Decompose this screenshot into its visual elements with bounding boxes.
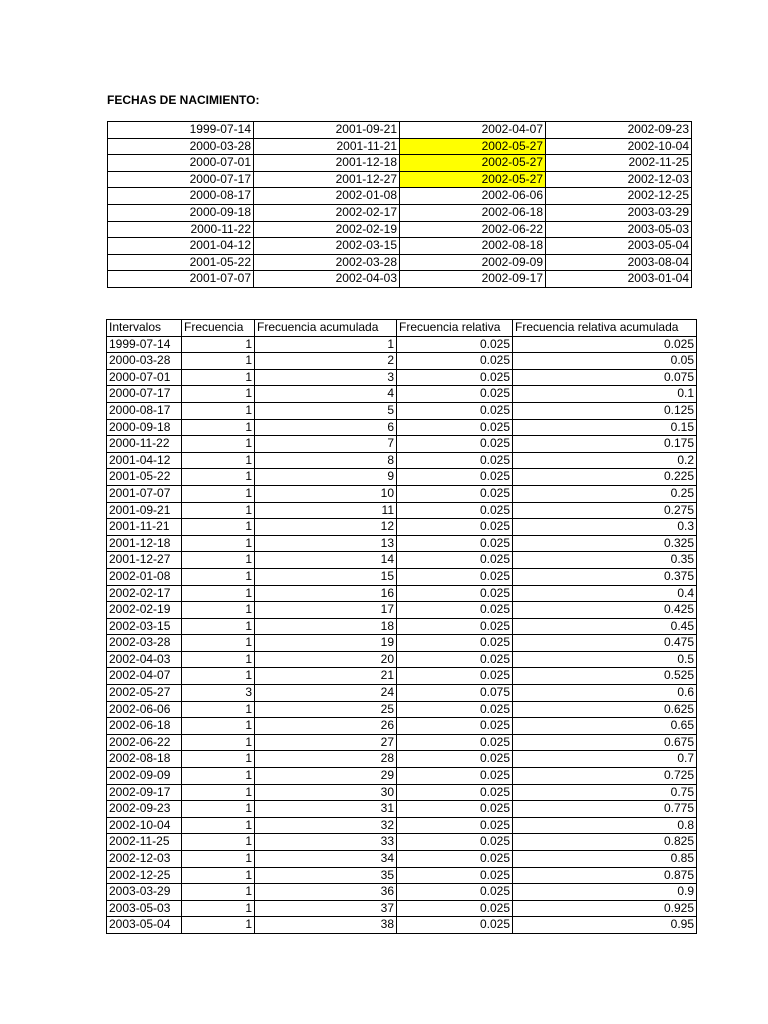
table-row [107, 402, 697, 419]
date-cell: 2002-02-17 [254, 204, 400, 221]
table-cell: 0.8 [513, 817, 697, 834]
table-cell: 2002-03-15 [107, 618, 182, 635]
table-cell: 0.425 [513, 602, 697, 619]
table-row [107, 519, 697, 536]
table-cell: 27 [255, 734, 397, 751]
table-cell: 10 [255, 485, 397, 502]
table-cell: 2001-07-07 [107, 485, 182, 502]
date-cell: 2002-03-28 [254, 254, 400, 271]
dates-row [108, 171, 692, 188]
table-cell: 20 [255, 651, 397, 668]
table-row [107, 851, 697, 868]
table-cell: 2 [255, 353, 397, 370]
table-row [107, 386, 697, 403]
table-row [107, 734, 697, 751]
table-cell: 1 [182, 469, 255, 486]
table-row [107, 768, 697, 785]
table-cell: 0.625 [513, 701, 697, 718]
date-cell: 2001-11-21 [254, 138, 400, 155]
dates-row [108, 122, 692, 139]
date-cell: 2001-05-22 [108, 254, 254, 271]
table-cell: 0.025 [397, 867, 513, 884]
table-cell: 2001-12-27 [107, 552, 182, 569]
table-cell: 2002-04-07 [107, 668, 182, 685]
table-row [107, 917, 697, 934]
table-row [107, 685, 697, 702]
table-cell: 0.925 [513, 900, 697, 917]
table-row [107, 884, 697, 901]
table-cell: 3 [255, 369, 397, 386]
table-cell: 0.95 [513, 917, 697, 934]
table-cell: 32 [255, 817, 397, 834]
table-cell: 1 [255, 336, 397, 353]
table-cell: 0.025 [397, 734, 513, 751]
date-cell: 2002-05-27 [400, 155, 546, 172]
table-cell: 2002-10-04 [107, 817, 182, 834]
column-header: Intervalos [107, 320, 182, 337]
table-cell: 34 [255, 851, 397, 868]
date-cell: 2002-09-09 [400, 254, 546, 271]
table-cell: 0.775 [513, 801, 697, 818]
table-cell: 1 [182, 585, 255, 602]
table-cell: 0.025 [397, 386, 513, 403]
table-cell: 0.025 [397, 751, 513, 768]
table-cell: 2000-08-17 [107, 402, 182, 419]
table-cell: 12 [255, 519, 397, 536]
table-cell: 1 [182, 519, 255, 536]
table-cell: 16 [255, 585, 397, 602]
dates-row [108, 254, 692, 271]
table-cell: 0.3 [513, 519, 697, 536]
dates-row [108, 221, 692, 238]
table-row [107, 353, 697, 370]
table-row [107, 369, 697, 386]
date-cell: 2000-07-01 [108, 155, 254, 172]
dates-row [108, 204, 692, 221]
table-cell: 8 [255, 452, 397, 469]
date-cell: 2001-07-07 [108, 271, 254, 288]
table-cell: 0.025 [397, 651, 513, 668]
table-row [107, 635, 697, 652]
date-cell: 2002-06-22 [400, 221, 546, 238]
table-cell: 2002-08-18 [107, 751, 182, 768]
table-cell: 0.725 [513, 768, 697, 785]
table-cell: 0.025 [397, 552, 513, 569]
date-cell: 2002-11-25 [546, 155, 692, 172]
table-cell: 2002-06-18 [107, 718, 182, 735]
date-cell: 2002-06-18 [400, 204, 546, 221]
table-cell: 1 [182, 801, 255, 818]
table-cell: 0.025 [397, 585, 513, 602]
date-cell: 2002-10-04 [546, 138, 692, 155]
table-cell: 25 [255, 701, 397, 718]
table-cell: 2002-06-22 [107, 734, 182, 751]
table-cell: 1 [182, 917, 255, 934]
table-cell: 0.7 [513, 751, 697, 768]
table-cell: 0.025 [397, 419, 513, 436]
table-row [107, 867, 697, 884]
table-row [107, 751, 697, 768]
table-row [107, 452, 697, 469]
table-cell: 1 [182, 751, 255, 768]
table-cell: 1 [182, 784, 255, 801]
table-cell: 0.025 [397, 602, 513, 619]
table-cell: 7 [255, 436, 397, 453]
dates-row [108, 238, 692, 255]
table-cell: 2002-06-06 [107, 701, 182, 718]
table-cell: 6 [255, 419, 397, 436]
date-cell: 2002-09-23 [546, 122, 692, 139]
table-cell: 0.05 [513, 353, 697, 370]
date-cell: 2003-08-04 [546, 254, 692, 271]
table-cell: 1 [182, 386, 255, 403]
table-cell: 2001-12-18 [107, 535, 182, 552]
table-cell: 0.9 [513, 884, 697, 901]
table-cell: 11 [255, 502, 397, 519]
table-cell: 0.025 [397, 568, 513, 585]
table-row [107, 469, 697, 486]
table-cell: 0.025 [397, 502, 513, 519]
date-cell: 2000-07-17 [108, 171, 254, 188]
table-row [107, 801, 697, 818]
page-title: FECHAS DE NACIMIENTO: [107, 93, 260, 107]
table-cell: 24 [255, 685, 397, 702]
table-cell: 0.025 [397, 436, 513, 453]
table-row [107, 419, 697, 436]
table-cell: 0.025 [397, 701, 513, 718]
table-row [107, 585, 697, 602]
date-cell: 2002-02-19 [254, 221, 400, 238]
date-cell: 2000-11-22 [108, 221, 254, 238]
table-row [107, 668, 697, 685]
table-cell: 0.35 [513, 552, 697, 569]
table-cell: 5 [255, 402, 397, 419]
table-cell: 0.025 [397, 817, 513, 834]
table-cell: 0.025 [397, 336, 513, 353]
table-cell: 2002-12-03 [107, 851, 182, 868]
table-cell: 2000-07-17 [107, 386, 182, 403]
table-cell: 0.4 [513, 585, 697, 602]
table-row [107, 502, 697, 519]
table-cell: 0.65 [513, 718, 697, 735]
table-cell: 1 [182, 535, 255, 552]
date-cell: 2002-12-03 [546, 171, 692, 188]
table-cell: 0.025 [397, 485, 513, 502]
date-cell: 2000-09-18 [108, 204, 254, 221]
table-cell: 1 [182, 817, 255, 834]
table-cell: 21 [255, 668, 397, 685]
table-row [107, 834, 697, 851]
table-cell: 0.025 [397, 718, 513, 735]
table-cell: 2002-12-25 [107, 867, 182, 884]
column-header: Frecuencia relativa [397, 320, 513, 337]
table-cell: 2003-05-04 [107, 917, 182, 934]
table-cell: 1 [182, 651, 255, 668]
table-cell: 0.825 [513, 834, 697, 851]
table-cell: 0.025 [397, 851, 513, 868]
table-row [107, 602, 697, 619]
table-cell: 2000-09-18 [107, 419, 182, 436]
table-cell: 0.025 [397, 900, 513, 917]
date-cell: 2002-08-18 [400, 238, 546, 255]
table-cell: 1 [182, 552, 255, 569]
table-cell: 1 [182, 568, 255, 585]
date-cell: 2002-06-06 [400, 188, 546, 205]
frequency-table-body [107, 320, 697, 934]
table-cell: 0.025 [397, 369, 513, 386]
table-row [107, 817, 697, 834]
date-cell: 2003-01-04 [546, 271, 692, 288]
column-header: Frecuencia [182, 320, 255, 337]
date-cell: 2003-05-04 [546, 238, 692, 255]
table-cell: 1 [182, 452, 255, 469]
table-cell: 4 [255, 386, 397, 403]
table-cell: 2001-05-22 [107, 469, 182, 486]
dates-row [108, 155, 692, 172]
table-cell: 1 [182, 701, 255, 718]
table-cell: 0.025 [397, 469, 513, 486]
table-cell: 0.025 [397, 402, 513, 419]
table-cell: 1 [182, 834, 255, 851]
table-cell: 31 [255, 801, 397, 818]
table-cell: 2001-11-21 [107, 519, 182, 536]
table-cell: 0.025 [397, 618, 513, 635]
table-cell: 1 [182, 602, 255, 619]
date-cell: 2002-01-08 [254, 188, 400, 205]
table-cell: 0.5 [513, 651, 697, 668]
table-cell: 33 [255, 834, 397, 851]
table-cell: 1 [182, 851, 255, 868]
table-cell: 0.025 [397, 768, 513, 785]
dates-row [108, 188, 692, 205]
table-cell: 0.025 [397, 519, 513, 536]
table-row [107, 701, 697, 718]
table-cell: 0.6 [513, 685, 697, 702]
table-cell: 2002-02-19 [107, 602, 182, 619]
table-cell: 37 [255, 900, 397, 917]
table-cell: 1 [182, 900, 255, 917]
table-cell: 2002-02-17 [107, 585, 182, 602]
table-cell: 1 [182, 718, 255, 735]
table-cell: 1 [182, 369, 255, 386]
table-cell: 1 [182, 353, 255, 370]
column-header: Frecuencia acumulada [255, 320, 397, 337]
table-row [107, 784, 697, 801]
table-cell: 26 [255, 718, 397, 735]
table-cell: 0.475 [513, 635, 697, 652]
date-cell: 2002-04-03 [254, 271, 400, 288]
table-cell: 19 [255, 635, 397, 652]
table-cell: 0.225 [513, 469, 697, 486]
table-cell: 0.85 [513, 851, 697, 868]
table-cell: 14 [255, 552, 397, 569]
table-row [107, 535, 697, 552]
table-cell: 3 [182, 685, 255, 702]
birth-dates-table [107, 121, 692, 288]
dates-row [108, 138, 692, 155]
table-cell: 2000-07-01 [107, 369, 182, 386]
table-cell: 36 [255, 884, 397, 901]
table-cell: 2002-05-27 [107, 685, 182, 702]
table-cell: 38 [255, 917, 397, 934]
table-cell: 0.025 [397, 452, 513, 469]
frequency-table [106, 319, 697, 934]
table-cell: 1 [182, 734, 255, 751]
table-cell: 0.375 [513, 568, 697, 585]
date-cell: 2001-09-21 [254, 122, 400, 139]
table-cell: 0.025 [397, 635, 513, 652]
table-cell: 2002-04-03 [107, 651, 182, 668]
table-cell: 2002-09-17 [107, 784, 182, 801]
table-header-row [107, 320, 697, 337]
table-cell: 0.125 [513, 402, 697, 419]
table-cell: 1 [182, 502, 255, 519]
table-row [107, 336, 697, 353]
table-cell: 28 [255, 751, 397, 768]
date-cell: 2000-03-28 [108, 138, 254, 155]
table-cell: 2002-09-23 [107, 801, 182, 818]
table-cell: 0.075 [513, 369, 697, 386]
table-cell: 0.025 [397, 784, 513, 801]
table-cell: 1 [182, 635, 255, 652]
table-cell: 18 [255, 618, 397, 635]
table-row [107, 552, 697, 569]
table-cell: 0.15 [513, 419, 697, 436]
date-cell: 1999-07-14 [108, 122, 254, 139]
table-cell: 2003-03-29 [107, 884, 182, 901]
date-cell: 2002-09-17 [400, 271, 546, 288]
date-cell: 2002-05-27 [400, 138, 546, 155]
table-cell: 1 [182, 336, 255, 353]
table-cell: 2000-11-22 [107, 436, 182, 453]
date-cell: 2003-03-29 [546, 204, 692, 221]
table-cell: 0.025 [397, 353, 513, 370]
table-cell: 1 [182, 402, 255, 419]
table-cell: 0.675 [513, 734, 697, 751]
table-row [107, 436, 697, 453]
table-cell: 0.275 [513, 502, 697, 519]
table-row [107, 568, 697, 585]
date-cell: 2000-08-17 [108, 188, 254, 205]
table-cell: 0.875 [513, 867, 697, 884]
date-cell: 2001-04-12 [108, 238, 254, 255]
table-cell: 1 [182, 884, 255, 901]
table-cell: 35 [255, 867, 397, 884]
table-cell: 0.025 [397, 834, 513, 851]
table-cell: 0.1 [513, 386, 697, 403]
table-cell: 2001-09-21 [107, 502, 182, 519]
table-cell: 2002-09-09 [107, 768, 182, 785]
date-cell: 2003-05-03 [546, 221, 692, 238]
table-cell: 0.175 [513, 436, 697, 453]
table-cell: 29 [255, 768, 397, 785]
table-row [107, 651, 697, 668]
table-cell: 0.025 [397, 884, 513, 901]
table-cell: 0.075 [397, 685, 513, 702]
table-cell: 1 [182, 867, 255, 884]
table-cell: 0.025 [397, 801, 513, 818]
table-cell: 9 [255, 469, 397, 486]
table-cell: 2003-05-03 [107, 900, 182, 917]
table-cell: 0.45 [513, 618, 697, 635]
date-cell: 2002-12-25 [546, 188, 692, 205]
birth-dates-table-body [108, 122, 692, 288]
dates-row [108, 271, 692, 288]
table-cell: 0.2 [513, 452, 697, 469]
table-cell: 0.25 [513, 485, 697, 502]
table-cell: 17 [255, 602, 397, 619]
table-cell: 0.025 [397, 917, 513, 934]
table-cell: 15 [255, 568, 397, 585]
table-cell: 2000-03-28 [107, 353, 182, 370]
table-cell: 1 [182, 668, 255, 685]
date-cell: 2002-05-27 [400, 171, 546, 188]
date-cell: 2002-03-15 [254, 238, 400, 255]
table-cell: 0.325 [513, 535, 697, 552]
table-cell: 0.025 [397, 668, 513, 685]
table-cell: 0.525 [513, 668, 697, 685]
table-cell: 1 [182, 485, 255, 502]
column-header: Frecuencia relativa acumulada [513, 320, 697, 337]
table-cell: 1 [182, 436, 255, 453]
table-cell: 1 [182, 618, 255, 635]
table-cell: 0.025 [397, 535, 513, 552]
table-cell: 2001-04-12 [107, 452, 182, 469]
date-cell: 2001-12-18 [254, 155, 400, 172]
table-cell: 0.75 [513, 784, 697, 801]
table-row [107, 900, 697, 917]
table-cell: 13 [255, 535, 397, 552]
table-cell: 1 [182, 768, 255, 785]
date-cell: 2002-04-07 [400, 122, 546, 139]
table-cell: 2002-11-25 [107, 834, 182, 851]
table-row [107, 618, 697, 635]
table-row [107, 718, 697, 735]
table-cell: 2002-03-28 [107, 635, 182, 652]
date-cell: 2001-12-27 [254, 171, 400, 188]
table-cell: 1999-07-14 [107, 336, 182, 353]
table-cell: 30 [255, 784, 397, 801]
table-row [107, 485, 697, 502]
table-cell: 0.025 [513, 336, 697, 353]
table-cell: 1 [182, 419, 255, 436]
table-cell: 2002-01-08 [107, 568, 182, 585]
